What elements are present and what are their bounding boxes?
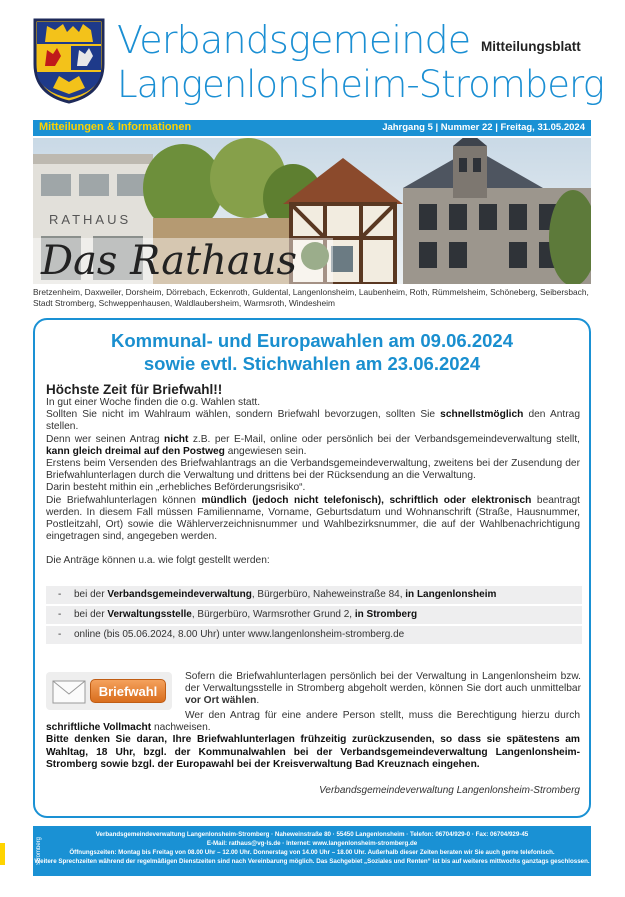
paragraph: Die Briefwahlunterlagen können mündlich (jedoch nicht telefonisch), schriftlich oder elektronisch beantragt werden. In diesem Fall müssen Familienname, Vorname, Geburtsdatum und Wohnanschrift (Straße, Hausnummer, Postleitzahl, Ort) sowie die Wählerverzeichnisnummer und Wahlbezirksnummer, die auf der Wahlbenachrichtigung eingetragen sind, angegeben werden. bbox=[46, 494, 580, 543]
footer bbox=[33, 826, 591, 876]
paragraph: Die Anträge können u.a. wie folgt gestellt werden: bbox=[46, 555, 270, 567]
rathaus-sign-text: RATHAUS bbox=[49, 212, 132, 227]
briefwahl-graphic bbox=[46, 672, 172, 710]
rathaus-banner-image bbox=[33, 138, 591, 284]
footer-side-label: Stromberg bbox=[36, 837, 42, 866]
masthead-title-line1: Verbandsgemeinde bbox=[117, 18, 471, 62]
issue-info: Jahrgang 5 | Nummer 22 | Freitag, 31.05.2024 bbox=[382, 122, 585, 133]
pickup-paragraph: Sofern die Briefwahlunterlagen persönlich bei der Verwaltung in Langenlonsheim bzw. der Verwaltungsstelle in Stromberg abgeholt werden, können Sie dort auch unmittelbar vor Ort wählen. bbox=[185, 671, 581, 707]
coat-of-arms-logo bbox=[33, 18, 105, 104]
envelope-icon bbox=[52, 677, 86, 705]
paragraph: Bitte denken Sie daran, Ihre Briefwahlunterlagen frühzeitig zurückzusenden, so dass sie spätestens am Wahltag, 18 Uhr, bzgl. der Kommunalwahlen bei der Verbandsgemeindeverwaltung Langenlonsheim-Stromberg sowie bzgl. der Europawahl bei der Kreisverwaltung Bad Kreuznach eingehen. bbox=[46, 734, 580, 770]
article-headline-2: sowie evtl. Stichwahlen am 23.06.2024 bbox=[143, 353, 481, 374]
footer-line: Öffnungszeiten: Montag bis Freitag von 08.00 Uhr – 12.00 Uhr. Donnerstag von 14.00 Uhr – 18.00 Uhr. Außerhalb dieser Zeiten beraten wir Sie auch gerne telefonisch. bbox=[69, 849, 555, 856]
info-bar bbox=[33, 120, 591, 136]
banner-caption: Das Rathaus bbox=[41, 238, 298, 284]
paragraph: Denn wer seinen Antrag nicht z.B. per E-Mail, online oder persönlich bei der Verbandsgemeindeverwaltung stellt, kann gleich dreimal auf den Postweg angewiesen sein. bbox=[46, 433, 580, 457]
paragraph: Sollten Sie nicht im Wahlraum wählen, sondern Briefwahl bevorzugen, sollten Sie schnellstmöglich den Antrag stellen. bbox=[46, 409, 580, 433]
section-label: Mitteilungen & Informationen bbox=[39, 121, 192, 133]
member-municipalities: Bretzenheim, Daxweiler, Dorsheim, Dörrebach, Eckenroth, Guldental, Langenlonsheim, Laubenheim, Roth, Rümmelsheim, Schöneberg, Seibersbach, Stadt Stromberg, Schweppenhausen, Waldlaubersheim, Warmsroth, Windesheim bbox=[33, 287, 589, 308]
article-body-2 bbox=[46, 710, 580, 771]
page-marker bbox=[0, 843, 5, 865]
article-headline-1: Kommunal- und Europawahlen am 09.06.2024 bbox=[111, 330, 513, 351]
paragraph: Darin besteht mithin ein „erhebliches Beförderungsrisiko“. bbox=[46, 482, 306, 494]
list-item: - online (bis 05.06.2024, 8.00 Uhr) unter www.langenlonsheim-stromberg.de bbox=[46, 626, 582, 644]
article-body bbox=[46, 397, 580, 568]
article-subheading: Höchste Zeit für Briefwahl!! bbox=[46, 382, 223, 397]
footer-line: E-Mail: rathaus@vg-ls.de · Internet: www.langenlonsheim-stromberg.de bbox=[206, 840, 418, 847]
briefwahl-button: Briefwahl bbox=[90, 679, 166, 703]
article-signature: Verbandsgemeindeverwaltung Langenlonsheim-Stromberg bbox=[319, 785, 580, 796]
paragraph: Erstens beim Versenden des Briefwahlantrags an die Verbandsgemeindeverwaltung, zweitens bei der Zusendung der Briefwahlunterlagen durch die Verwaltung und drittens bei der Rücksendung an die Verwaltung. bbox=[46, 458, 580, 482]
paragraph: In gut einer Woche finden die o.g. Wahlen statt. bbox=[46, 397, 261, 408]
footer-line: Verbandsgemeindeverwaltung Langenlonsheim-Stromberg · Naheweinstraße 80 · 55450 Langenlonsheim · Telefon: 06704/929-0 · Fax: 06704/929-45 bbox=[95, 831, 529, 838]
publication-label: Mitteilungsblatt bbox=[481, 39, 581, 54]
list-item: - bei der Verwaltungsstelle, Bürgerbüro, Warmsrother Grund 2, in Stromberg bbox=[46, 606, 582, 624]
footer-line: Weitere Sprechzeiten während der regelmäßigen Dienstzeiten sind nach Vereinbarung möglich. Das Sachgebiet „Soziales und Renten“ ist bis auf weiteres mittwochs ganztags geschlossen. bbox=[34, 858, 590, 865]
masthead-title-line2: Langenlonsheim-Stromberg bbox=[117, 63, 604, 106]
paragraph: Wer den Antrag für eine andere Person stellt, muss die Berechtigung hierzu durch schriftliche Vollmacht nachweisen. bbox=[46, 710, 580, 734]
list-item: - bei der Verbandsgemeindeverwaltung, Bürgerbüro, Naheweinstraße 84, in Langenlonsheim bbox=[46, 586, 582, 604]
